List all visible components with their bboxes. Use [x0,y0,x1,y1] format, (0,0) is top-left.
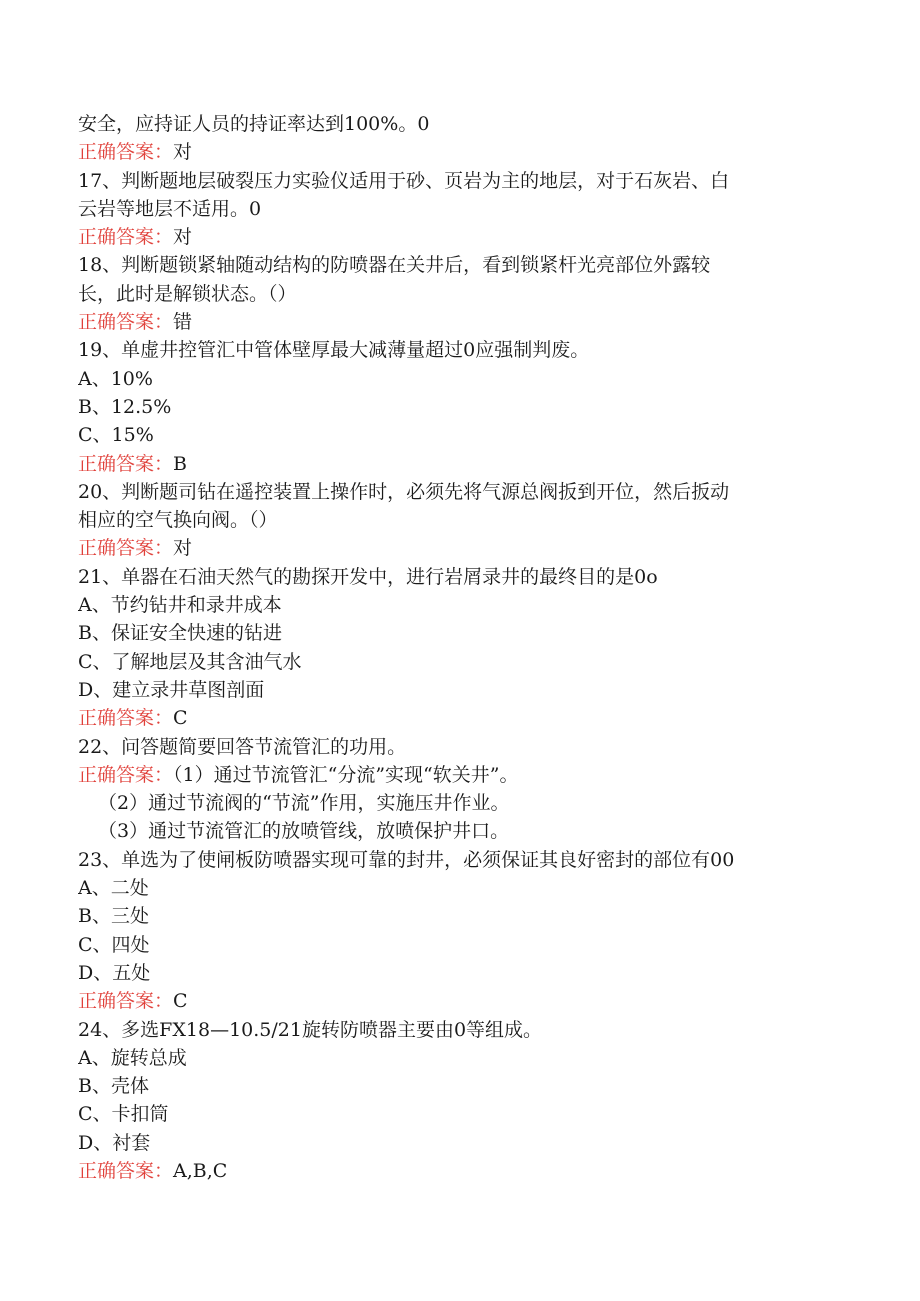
option-text: B、保证安全快速的钻进 [78,622,282,645]
option-text: C、15% [78,424,154,447]
option-text: D、衬套 [78,1131,151,1154]
answer-line [78,223,823,251]
option-text: D、建立录井草图剖面 [78,678,265,701]
question-text: 20、判断题司钻在遥控装置上操作时，必须先将气源总阀扳到开位，然后扳动 [78,480,730,503]
question-text: 18、判断题锁紧轴随动结构的防喷器在关井后，看到锁紧杆光亮部位外露较 [78,254,711,277]
question-text: 相应的空气换向阀。（） [78,509,278,532]
answer-line [78,534,823,562]
answer-label: 正确答案： [78,763,174,786]
answer-value: B [173,452,187,475]
answer-label: 正确答案： [78,537,174,560]
question-text: 24、多选FX18—10.5/21旋转防喷器主要由0等组成。 [78,1018,543,1041]
answer-line [78,450,823,478]
option-text: D、五处 [78,961,151,984]
question-text: 安全，应持证人员的持证率达到100%。0 [78,113,430,135]
question-text: 19、单虚井控管汇中管体壁厚最大减薄量超过0应强制判废。 [78,339,590,362]
option-text: C、卡扣筒 [78,1103,169,1126]
option-text: A、旋转总成 [78,1046,187,1069]
answer-value: 对 [173,226,193,249]
option-text: B、壳体 [78,1075,149,1098]
question-text: 17、判断题地层破裂压力实验仪适用于砂、页岩为主的地层，对于石灰岩、白 [78,169,730,192]
option-text: B、三处 [78,905,149,928]
question-text: 21、单器在石油天然气的勘探开发中，进行岩屑录井的最终目的是0o [78,565,658,588]
option-text: C、四处 [78,933,150,956]
question-text: 长，此时是解锁状态。（） [78,282,297,305]
answer-label: 正确答案： [78,990,174,1013]
option-text: B、12.5% [78,395,172,418]
answer-line [78,138,823,166]
answer-text: （2）通过节流阀的“节流”作用，实施压井作业。 [98,792,510,815]
answer-line [78,704,823,732]
question-text: 22、问答题简要回答节流管汇的功用。 [78,735,407,758]
answer-label: 正确答案： [78,141,174,164]
option-text: C、了解地层及其含油气水 [78,650,302,673]
answer-value: A,B,C [173,1159,228,1182]
answer-label: 正确答案： [78,707,174,730]
answer-label: 正确答案： [78,226,174,249]
answer-value: 错 [173,311,193,334]
answer-label: 正确答案： [78,452,174,475]
answer-line [78,1157,823,1185]
answer-line [78,761,823,789]
answer-label: 正确答案： [78,311,174,334]
document-page [78,110,823,1185]
answer-value: 对 [173,537,193,560]
answer-line [78,308,823,336]
answer-text: （3）通过节流管汇的放喷管线，放喷保护井口。 [98,820,510,843]
option-text: A、节约钻井和录井成本 [78,594,282,617]
option-text: A、10% [78,367,153,390]
answer-value: 对 [173,141,193,164]
answer-value: （1）通过节流管汇“分流”实现“软关井”。 [173,763,519,786]
option-text: A、二处 [78,877,149,900]
question-text: 云岩等地层不适用。0 [78,197,262,220]
answer-value: C [173,990,188,1013]
answer-value: C [173,707,188,730]
answer-line [78,987,823,1015]
question-text: 23、单选为了使闸板防喷器实现可靠的封井，必须保证其良好密封的部位有00 [78,848,735,871]
answer-label: 正确答案： [78,1159,174,1182]
